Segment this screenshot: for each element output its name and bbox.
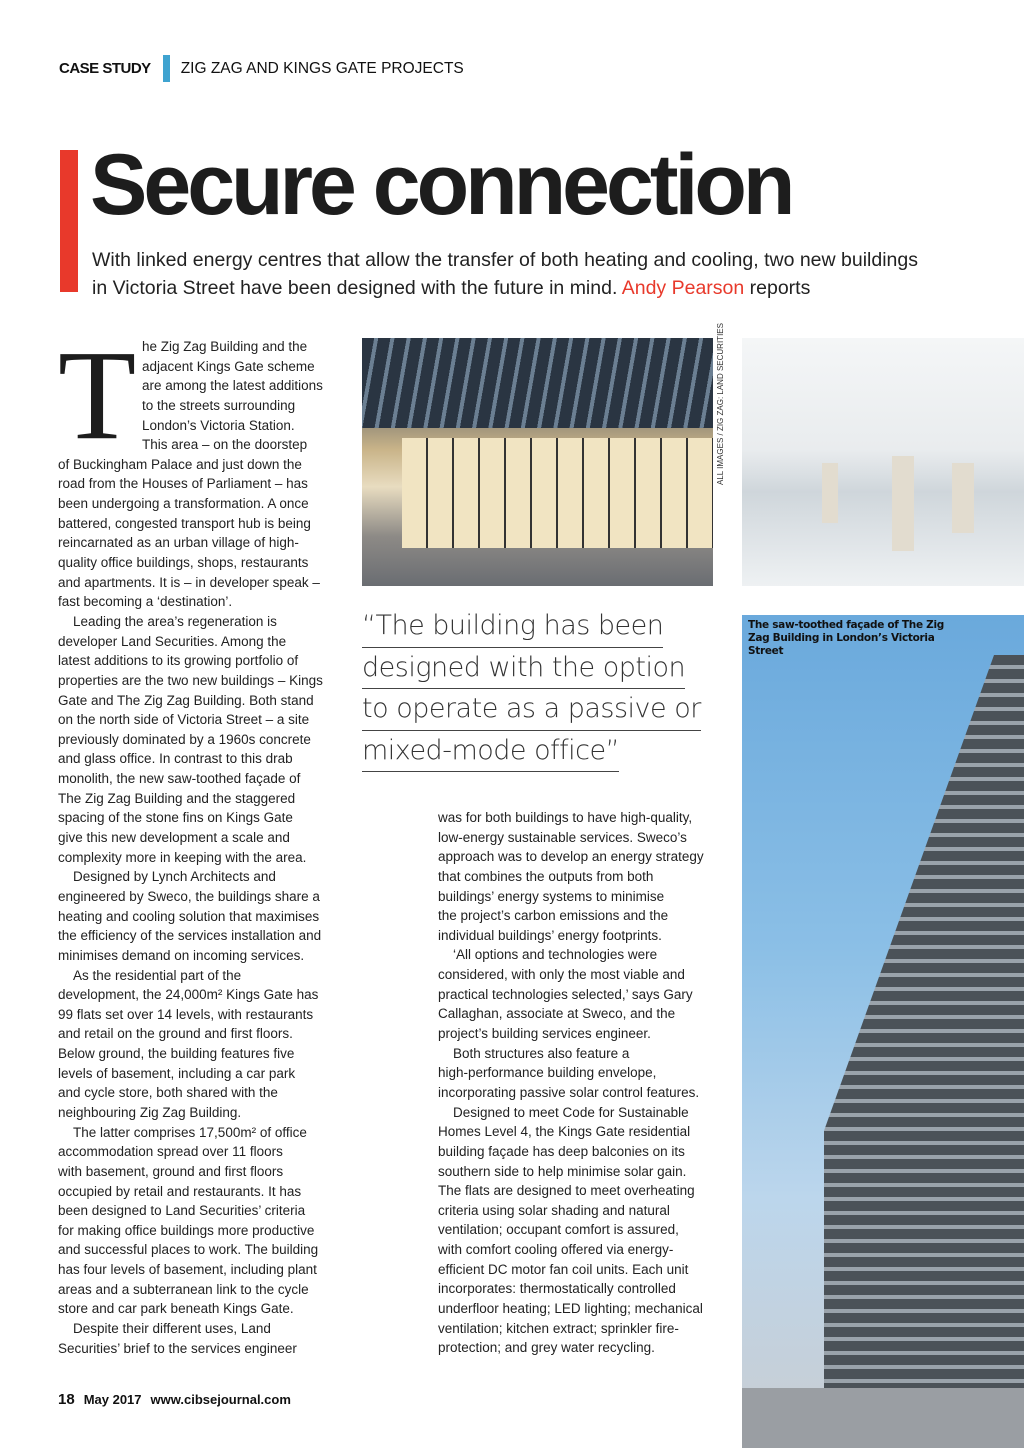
topic-label: ZIG ZAG AND KINGS GATE PROJECTS [180,59,464,77]
body-text-line: been designed to Land Securities’ criteria [58,1203,306,1219]
author-name: Andy Pearson [621,277,745,299]
body-text-line: incorporates: thermostatically controlled [438,1281,676,1297]
body-text-line: The latter comprises 17,500m² of office [73,1124,307,1140]
body-text-line: This area – on the doorstep [142,437,308,453]
body-text-line: Designed by Lynch Architects and [73,869,276,885]
body-text-line: building façade has deep balconies on its [438,1143,685,1159]
body-text-line: incorporating passive solar control features. [438,1084,700,1100]
body-text-line: efficient DC motor fan coil units. Each unit [438,1261,689,1277]
body-text-line: been undergoing a transformation. A once [58,496,309,512]
body-text-line: The flats are designed to meet overheating [438,1183,695,1199]
photo-building-entrance [362,338,713,586]
body-text-line: properties are the two new buildings – Kings [58,672,323,688]
body-text-line: Leading the area’s regeneration is [73,613,277,629]
body-text-line: adjacent Kings Gate scheme [142,358,315,374]
body-text-line: quality office buildings, shops, restaurants [58,555,309,571]
body-text-line: London’s Victoria Station. [142,417,295,433]
body-text-line: southern side to help minimise solar gain. [438,1163,687,1179]
pull-quote-line: mixed-mode office” [362,731,619,773]
body-text-line: are among the latest additions [142,378,323,394]
issue-date: May 2017 [83,1392,142,1407]
body-text-line: Designed to meet Code for Sustainable [453,1104,689,1120]
body-text-line: Despite their different uses, Land [73,1321,271,1337]
body-text-line: developer Land Securities. Among the [58,633,287,649]
standfirst [92,246,922,302]
body-text-line: considered, with only the most viable and [438,967,685,983]
drop-cap: T [58,336,137,454]
website-link[interactable]: www.cibsejournal.com [150,1392,291,1407]
body-text-line: for making office buildings more productive [58,1222,315,1238]
body-text-line: to the streets surrounding [142,397,296,413]
body-text-line: Securities’ brief to the services engineer [58,1340,297,1356]
body-text-line: heating and cooling solution that maximises [58,908,320,924]
body-text-line: has four levels of basement, including plant [58,1262,317,1278]
body-text-line: ventilation; occupant comfort is assured, [438,1222,679,1238]
body-column-1 [58,337,348,1358]
body-text-line: on the north side of Victoria Street – a site [58,712,310,728]
body-text-line: he Zig Zag Building and the [142,339,308,354]
body-text-line: ‘All options and technologies were [453,947,658,963]
body-text-line: approach was to develop an energy strategy [438,849,704,865]
page-number: 18 [58,1391,75,1408]
body-text-line: areas and a subterranean link to the cycle [58,1281,309,1297]
kicker-divider [163,55,170,82]
body-text-line: occupied by retail and restaurants. It has [58,1183,302,1199]
photo-credit: ALL IMAGES / ZIG ZAG: LAND SECURITIES [716,323,725,485]
body-text-line: of Buckingham Palace and just down the [58,456,302,472]
body-text-line: give this new development a scale and [58,830,290,846]
body-text-line: practical technologies selected,’ says Gary [438,986,693,1002]
pull-quote-line: to operate as a passive or [362,689,701,731]
body-text-line: Homes Level 4, the Kings Gate residential [438,1124,691,1140]
body-text-line: criteria using solar shading and natural [438,1202,670,1218]
body-text-line: reincarnated as an urban village of high- [58,535,299,551]
body-text-line: monolith, the new saw-toothed façade of [58,771,301,787]
body-text-line: and successful places to work. The building [58,1242,319,1258]
body-text-line: and apartments. It is – in developer speak – [58,574,320,590]
standfirst-text: With linked energy centres that allow the transfer of both heating and cooling, two new buildings in Victoria Street have been designed with the future in mind. [92,249,918,299]
body-text-line: fast becoming a ‘destination’. [58,594,233,610]
body-text-line: high-performance building envelope, [438,1065,657,1081]
body-text-line: underfloor heating; LED lighting; mechanical [438,1301,703,1317]
body-text-line: spacing of the stone fins on Kings Gate [58,810,293,826]
body-text-line: battered, congested transport hub is being [58,515,311,531]
body-text-line: and cycle store, both shared with the [58,1085,278,1101]
body-text-line: complexity more in keeping with the area. [58,849,307,865]
page-title: Secure connection [90,137,792,233]
body-text-line: with comfort cooling offered via energy- [438,1242,674,1258]
body-text-line: buildings’ energy systems to minimise [438,888,665,904]
body-text-line: low-energy sustainable services. Sweco’s [438,829,687,845]
body-column-2 [438,808,728,1358]
body-text-line: store and car park beneath Kings Gate. [58,1301,294,1317]
title-accent-bar [60,150,78,292]
section-label: CASE STUDY [59,60,151,77]
body-text-line: Gate and The Zig Zag Building. Both stand [58,692,314,708]
standfirst-suffix: reports [749,277,811,299]
body-text-line: latest additions to its growing portfolio of [58,653,299,669]
body-text-line: that combines the outputs from both [438,868,654,884]
body-text-line: ventilation; kitchen extract; sprinkler fire- [438,1320,679,1336]
body-text-line: Below ground, the building features five [58,1046,295,1062]
body-text-line: The Zig Zag Building and the staggered [58,790,296,806]
body-text-line: Both structures also feature a [453,1045,630,1061]
pull-quote [362,606,701,772]
body-text-line: As the residential part of the [73,967,242,983]
body-text-line: road from the Houses of Parliament – has [58,476,308,492]
body-text-line: 99 flats set over 14 levels, with restaurants [58,1006,314,1022]
body-text-line: previously dominated by a 1960s concrete [58,731,311,747]
pull-quote-line: designed with the option [362,648,685,690]
photo-caption: The saw-toothed façade of The Zig Zag Building in London’s Victoria Street [748,619,944,657]
body-text-line: Callaghan, associate at Sweco, and the [438,1006,676,1022]
page-footer [58,1391,291,1408]
body-text-line: engineered by Sweco, the buildings share a [58,888,320,904]
body-text-line: and retail on the ground and first floors. [58,1026,293,1042]
body-text-line: the project’s carbon emissions and the [438,908,669,924]
body-text-line: project’s building services engineer. [438,1026,651,1042]
body-text-line: neighbouring Zig Zag Building. [58,1104,242,1120]
body-text-line: and glass office. In contrast to this drab [58,751,293,767]
photo-office-interior [742,338,1024,586]
body-text-line: minimises demand on incoming services. [58,947,305,963]
body-text-line: levels of basement, including a car park [58,1065,296,1081]
body-text-line: development, the 24,000m² Kings Gate has [58,987,319,1003]
body-text-line: individual buildings’ energy footprints. [438,927,662,943]
body-text-line: accommodation spread over 11 floors [58,1144,283,1160]
photo-zigzag-facade [742,615,1024,1448]
body-text-line: was for both buildings to have high-quality, [438,810,693,825]
body-text-line: with basement, ground and first floors [58,1163,284,1179]
body-text-line: protection; and grey water recycling. [438,1340,655,1356]
body-text-line: the efficiency of the services installation and [58,928,322,944]
kicker [59,55,464,82]
pull-quote-line: “The building has been [362,606,663,648]
